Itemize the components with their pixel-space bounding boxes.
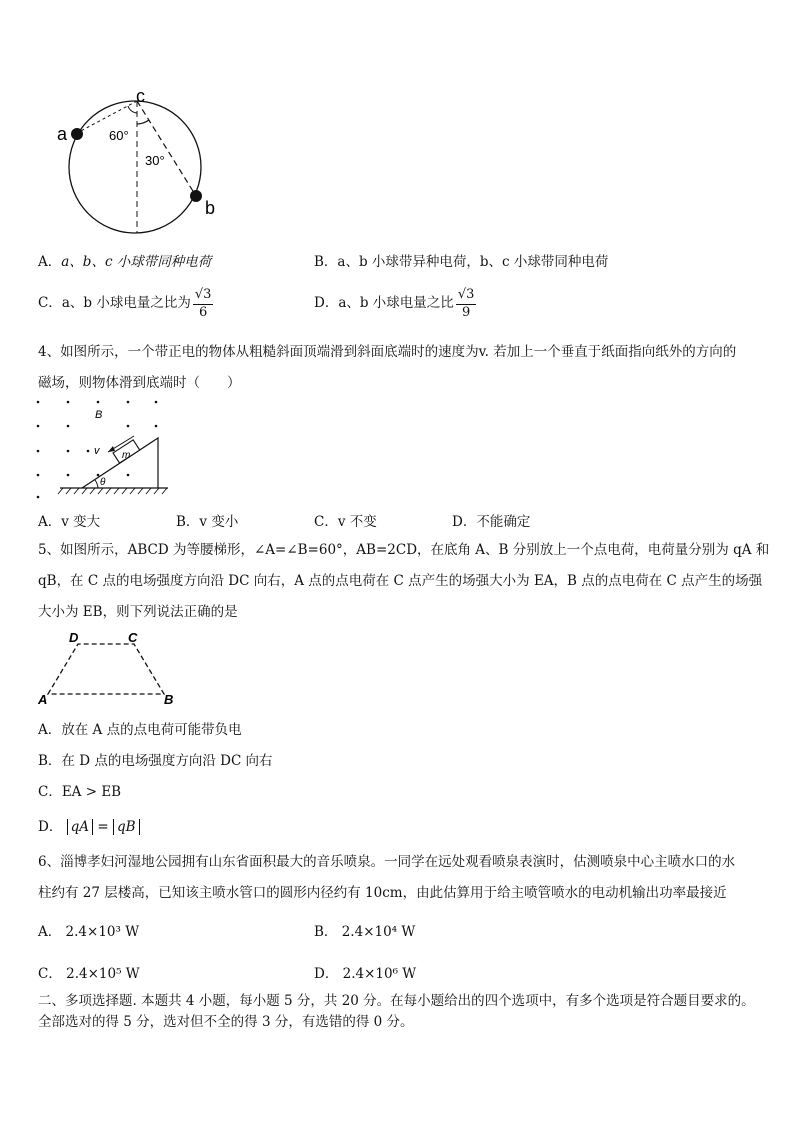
q4-option-b: B．v 变小 xyxy=(176,514,239,530)
ball-a xyxy=(71,128,83,140)
q6-question-line-1: 6、淄博孝妇河湿地公园拥有山东省面积最大的音乐喷泉。一同学在远处观看喷泉表演时，估测喷泉中心主喷水口的水 xyxy=(38,854,736,870)
label-A: A xyxy=(38,692,48,707)
q3-option-c-fraction xyxy=(193,286,214,321)
angle-arc-60 xyxy=(128,106,137,113)
q6-option-a-letter: A． xyxy=(38,924,62,940)
q3-option-b-text: a、b 小球带异种电荷，b、c 小球带同种电荷 xyxy=(337,254,609,270)
label-B: B xyxy=(95,409,103,421)
q5-option-a: A．放在 A 点的点电荷可能带负电 xyxy=(38,722,242,738)
trapezoid-figure xyxy=(36,630,186,710)
q6-option-b-letter: B． xyxy=(314,924,338,940)
q6-option-c-letter: C． xyxy=(38,966,62,982)
q3-option-c-denominator: 6 xyxy=(198,305,208,320)
q3-option-a xyxy=(38,250,211,270)
label-angle-60: 60° xyxy=(109,128,129,143)
q6-option-c-value: 2.4×10⁵ W xyxy=(66,966,140,982)
q4-question-line-1: 4、如图所示，一个带正电的物体从粗糙斜面顶端滑到斜面底端时的速度为v. 若加上一个垂直于纸面指向纸外的方向的 xyxy=(38,344,737,360)
q5-option-d-equals: = xyxy=(97,819,109,835)
circle-charge-figure xyxy=(52,88,232,236)
q5-question-line-3: 大小为 EB，则下列说法正确的是 xyxy=(38,604,238,620)
label-angle-30: 30° xyxy=(145,153,165,168)
q5-option-d xyxy=(38,815,140,835)
q5-option-d-left-abs: qA xyxy=(67,819,93,835)
q5-option-d-letter: D． xyxy=(38,819,63,835)
dashed-line-cb xyxy=(137,101,196,196)
q4-option-c: C．v 不变 xyxy=(314,514,377,530)
q4-question-line-2: 磁场，则物体滑到底端时（ ） xyxy=(38,375,241,391)
q3-option-c-letter: C． xyxy=(38,295,62,311)
q3-option-c xyxy=(38,286,213,321)
ground-hatch xyxy=(58,488,167,494)
label-c: c xyxy=(136,88,145,106)
q3-option-c-numerator: √3 xyxy=(193,286,214,305)
angle-arc-30 xyxy=(137,120,149,124)
q4-option-d: D．不能确定 xyxy=(452,514,531,530)
q5-question-line-2: qB，在 C 点的电场强度方向沿 DC 向右，A 点的点电荷在 C 点产生的场强大小为 EA，B 点的点电荷在 C 点产生的场强 xyxy=(38,573,763,589)
q6-option-a-value: 2.4×10³ W xyxy=(65,924,140,940)
q5-option-d-right-abs: qB xyxy=(113,819,140,835)
q4-option-a: A．v 变大 xyxy=(38,514,101,530)
q3-option-d-denominator: 9 xyxy=(461,305,471,320)
q3-option-c-text: a、b 小球电量之比为 xyxy=(61,295,191,311)
section-2-heading-line-1: 二、多项选择题. 本题共 4 小题，每小题 5 分，共 20 分。在每小题给出的四个选项中，有多个选项是符合题目要求的。 xyxy=(38,993,755,1009)
label-B: B xyxy=(164,692,174,707)
angle-arc-theta xyxy=(95,480,98,488)
q3-option-d-fraction xyxy=(456,286,477,321)
ball-b xyxy=(190,190,202,202)
q6-option-d-value: 2.4×10⁶ W xyxy=(342,966,417,982)
q6-option-c xyxy=(38,962,140,982)
label-a: a xyxy=(57,124,68,144)
q3-option-d-text: a、b 小球电量之比 xyxy=(338,295,454,311)
q6-option-a xyxy=(38,920,139,940)
q3-option-b-letter: B． xyxy=(314,254,338,270)
label-b: b xyxy=(205,198,216,218)
q3-option-a-letter: A． xyxy=(38,254,62,270)
label-C: C xyxy=(128,630,138,645)
q5-option-c: C．EA > EB xyxy=(38,784,122,800)
velocity-arrow-head xyxy=(108,446,115,452)
q6-question-line-2: 柱约有 27 层楼高，已知该主喷水管口的圆形内径约有 10cm，由此估算用于给主喷管喷水的电动机输出功率最接近 xyxy=(38,885,727,901)
label-m: m xyxy=(122,450,131,461)
q6-option-d xyxy=(314,962,416,982)
trapezoid-shape xyxy=(48,644,164,694)
q3-option-d-letter: D． xyxy=(314,295,339,311)
q5-question-line-1: 5、如图所示，ABCD 为等腰梯形，∠A=∠B=60°，AB=2CD，在底角 A、B 分别放上一个点电荷，电荷量分别为 qA 和 xyxy=(38,542,770,558)
q3-option-d xyxy=(314,286,476,321)
q3-option-d-numerator: √3 xyxy=(456,286,477,305)
section-2-heading-line-2: 全部选对的得 5 分，选对但不全的得 3 分，有选错的得 0 分。 xyxy=(38,1014,414,1030)
label-theta: θ xyxy=(100,477,106,488)
q5-option-b: B．在 D 点的电场强度方向沿 DC 向右 xyxy=(38,753,273,769)
q6-option-b-value: 2.4×10⁴ W xyxy=(341,924,416,940)
incline-magnetic-figure xyxy=(30,396,180,504)
q6-option-d-letter: D． xyxy=(314,966,339,982)
q3-option-a-text: a、b、c 小球带同种电荷 xyxy=(61,254,212,270)
label-v: v xyxy=(94,445,100,457)
circle-outline xyxy=(69,101,201,233)
q3-option-b xyxy=(314,250,608,270)
label-D: D xyxy=(69,630,79,645)
q6-option-b xyxy=(314,920,415,940)
